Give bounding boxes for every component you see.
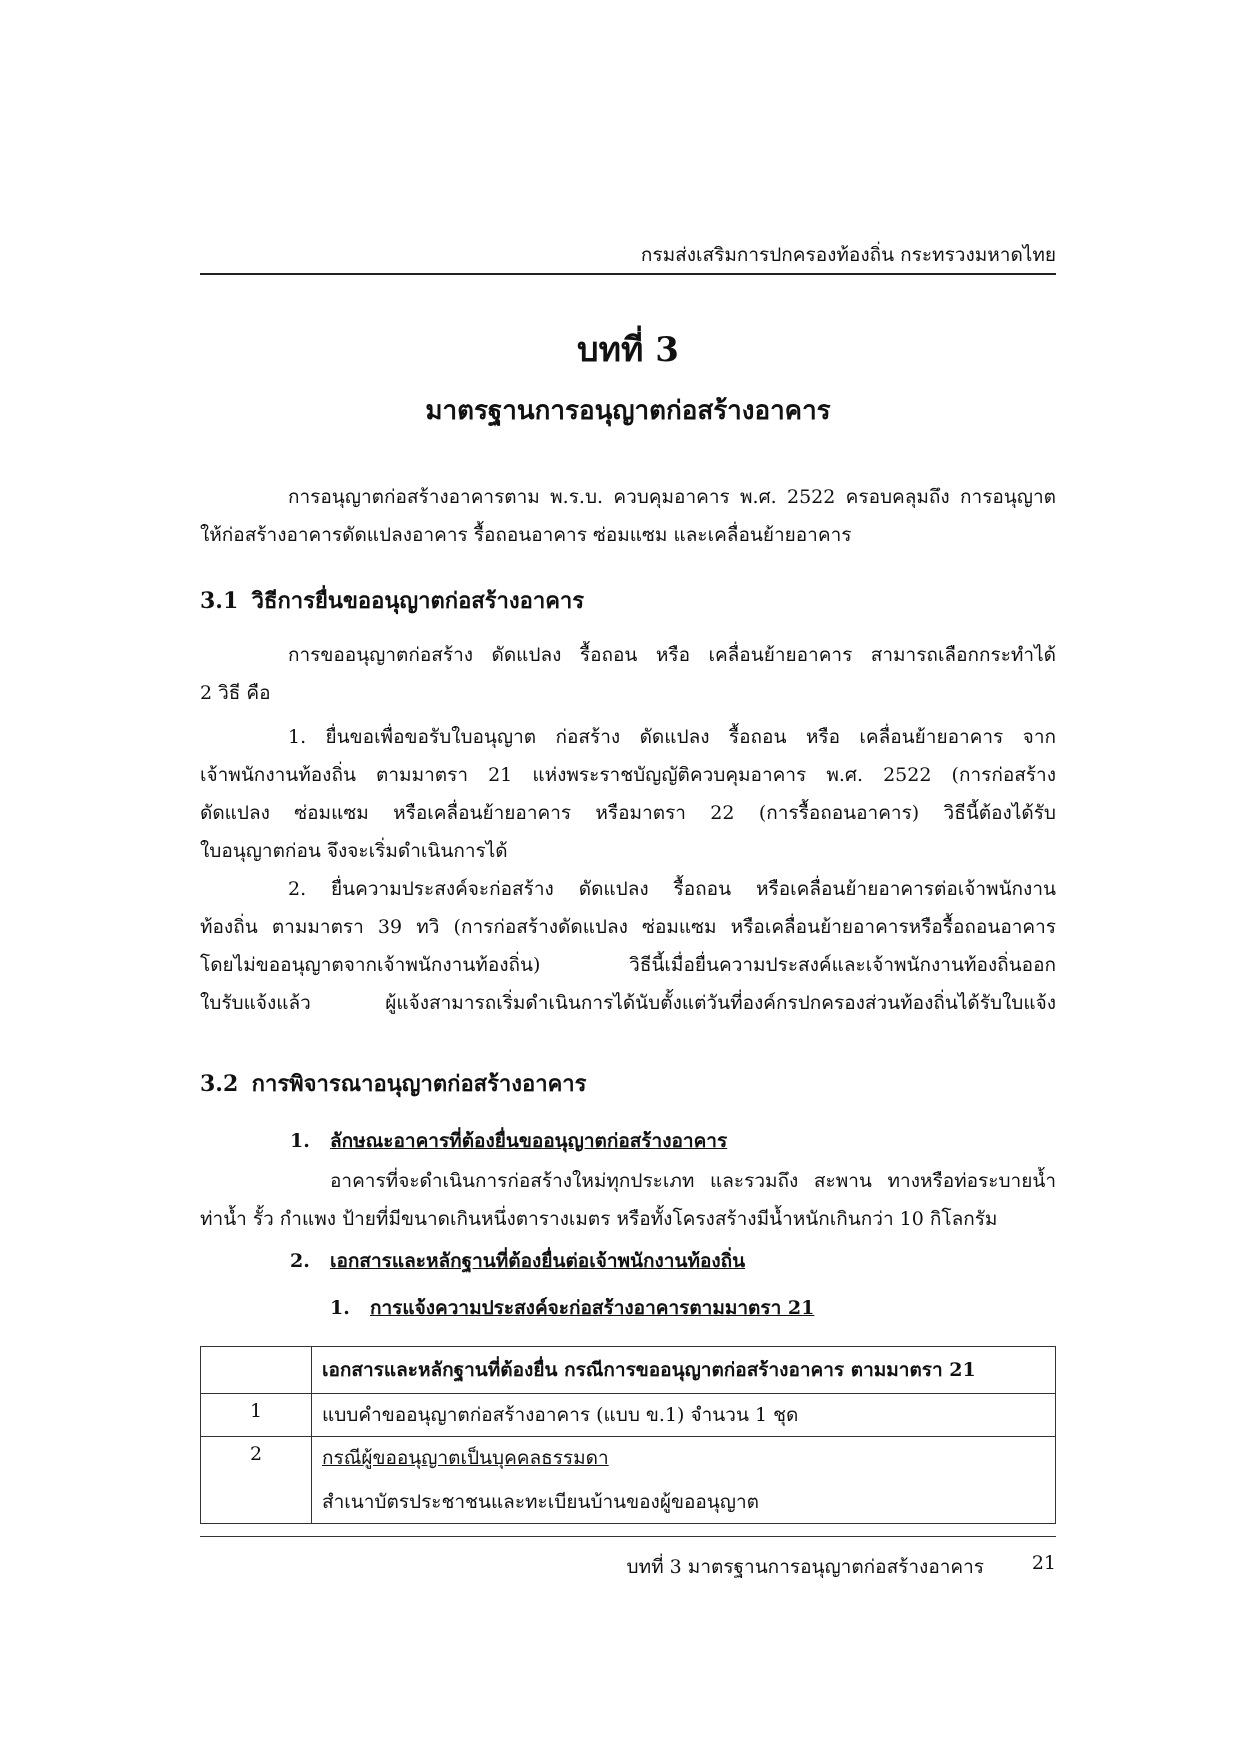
table-cell: แบบคำขออนุญาตก่อสร้างอาคาร (แบบ ข.1) จำนวน 1 ชุด (312, 1394, 1056, 1437)
item-line: ท้องถิ่น ตามมาตรา 39 ทวิ (การก่อสร้างดัดแปลง ซ่อมแซม หรือเคลื่อนย้ายอาคารหรือรื้อถอนอาคาร (200, 916, 1056, 938)
section-3-1-paragraph (200, 636, 1056, 712)
intro-paragraph (200, 478, 1056, 554)
table-cell-line: สำเนาบัตรประชาชนและทะเบียนบ้านของผู้ขออนุญาต (322, 1491, 759, 1513)
section-number: 3.1 (200, 588, 239, 614)
item-line: 1. ยื่นขอเพื่อขอรับใบอนุญาต ก่อสร้าง ดัดแปลง รื้อถอน หรือ เคลื่อนย้ายอาคาร จาก (288, 726, 1056, 748)
chapter-number: บทที่ 3 (577, 330, 679, 370)
intro-line: ให้ก่อสร้างอาคารดัดแปลงอาคาร รื้อถอนอาคาร ซ่อมแซม และเคลื่อนย้ายอาคาร (200, 524, 852, 546)
section-number: 3.2 (200, 1071, 239, 1097)
sub-heading-title: ลักษณะอาคารที่ต้องยื่นขออนุญาตก่อสร้างอาคาร (330, 1130, 728, 1152)
item-line: 2. ยื่นความประสงค์จะก่อสร้าง ดัดแปลง รื้อถอน หรือเคลื่อนย้ายอาคารต่อเจ้าพนักงาน (288, 878, 1056, 900)
table-header-cell: เอกสารและหลักฐานที่ต้องยื่น กรณีการขออนุญาตก่อสร้างอาคาร ตามมาตรา 21 (312, 1347, 1056, 1394)
section-title: วิธีการยื่นขออนุญาตก่อสร้างอาคาร (251, 588, 585, 614)
section-title: การพิจารณาอนุญาตก่อสร้างอาคาร (251, 1071, 587, 1097)
table-row (201, 1437, 1056, 1524)
table-row (201, 1394, 1056, 1437)
page-number: 21 (1031, 1552, 1056, 1574)
sub-heading-title: เอกสารและหลักฐานที่ต้องยื่นต่อเจ้าพนักงานท้องถิ่น (330, 1250, 746, 1272)
chapter-title: มาตรฐานการอนุญาตก่อสร้างอาคาร (425, 396, 831, 426)
sub-heading-2-1 (330, 1293, 814, 1323)
intro-line: การอนุญาตก่อสร้างอาคารตาม พ.ร.บ. ควบคุมอาคาร พ.ศ. 2522 ครอบคลุมถึง การอนุญาต (288, 486, 1056, 508)
table-header-row (201, 1347, 1056, 1394)
table-cell-index: 1 (201, 1394, 312, 1437)
item-line: ใบอนุญาตก่อน จึงจะเริ่มดำเนินการได้ (200, 840, 508, 862)
paragraph-line: ท่าน้ำ รั้ว กำแพง ป้ายที่มีขนาดเกินหนึ่งตารางเมตร หรือทั้งโครงสร้างมีน้ำหนักเกินกว่า 10 กิโลกรัม (200, 1208, 998, 1230)
sub-heading-number: 1. (290, 1130, 310, 1152)
sub-heading-number: 1. (330, 1297, 350, 1319)
sub-heading-2 (290, 1246, 745, 1276)
section-heading-3-1 (200, 583, 1056, 618)
sub-heading-1 (290, 1126, 727, 1156)
item-line: ใบรับแจ้งแล้ว ผู้แจ้งสามารถเริ่มดำเนินการได้นับตั้งแต่วันที่องค์กรปกครองส่วนท้องถิ่นได้รับใบแจ้ง (200, 992, 1056, 1014)
building-types-paragraph (200, 1162, 1056, 1238)
table-cell-line: กรณีผู้ขออนุญาตเป็นบุคคลธรรมดา (322, 1447, 609, 1469)
table-cell (312, 1437, 1056, 1524)
method-item-1 (200, 718, 1056, 870)
item-line: โดยไม่ขออนุญาตจากเจ้าพนักงานท้องถิ่น) วิธีนี้เมื่อยื่นความประสงค์และเจ้าพนักงานท้องถิ่นออก (200, 954, 1056, 976)
running-header: กรมส่งเสริมการปกครองท้องถิ่น กระทรวงมหาดไทย (640, 244, 1056, 266)
paragraph-line: การขออนุญาตก่อสร้าง ดัดแปลง รื้อถอน หรือ เคลื่อนย้ายอาคาร สามารถเลือกกระทำได้ (288, 644, 1056, 666)
paragraph-line: 2 วิธี คือ (200, 682, 271, 704)
table-cell-index: 2 (201, 1437, 312, 1524)
table-header-index (201, 1347, 312, 1394)
footer-rule (200, 1536, 1056, 1537)
paragraph-line: อาคารที่จะดำเนินการก่อสร้างใหม่ทุกประเภท และรวมถึง สะพาน ทางหรือท่อระบายน้ำ (330, 1170, 1056, 1192)
section-heading-3-2 (200, 1066, 1056, 1101)
sub-heading-title: การแจ้งความประสงค์จะก่อสร้างอาคารตามมาตรา 21 (370, 1297, 815, 1319)
sub-heading-number: 2. (290, 1250, 310, 1272)
item-line: ดัดแปลง ซ่อมแซม หรือเคลื่อนย้ายอาคาร หรือมาตรา 22 (การรื้อถอนอาคาร) วิธีนี้ต้องได้รับ (200, 802, 1056, 824)
method-item-2 (200, 870, 1056, 1022)
item-line: เจ้าพนักงานท้องถิ่น ตามมาตรา 21 แห่งพระราชบัญญัติควบคุมอาคาร พ.ศ. 2522 (การก่อสร้าง (200, 764, 1056, 786)
footer-chapter-title: บทที่ 3 มาตรฐานการอนุญาตก่อสร้างอาคาร (626, 1556, 984, 1578)
documents-table (200, 1346, 1056, 1524)
header-rule (200, 273, 1056, 275)
